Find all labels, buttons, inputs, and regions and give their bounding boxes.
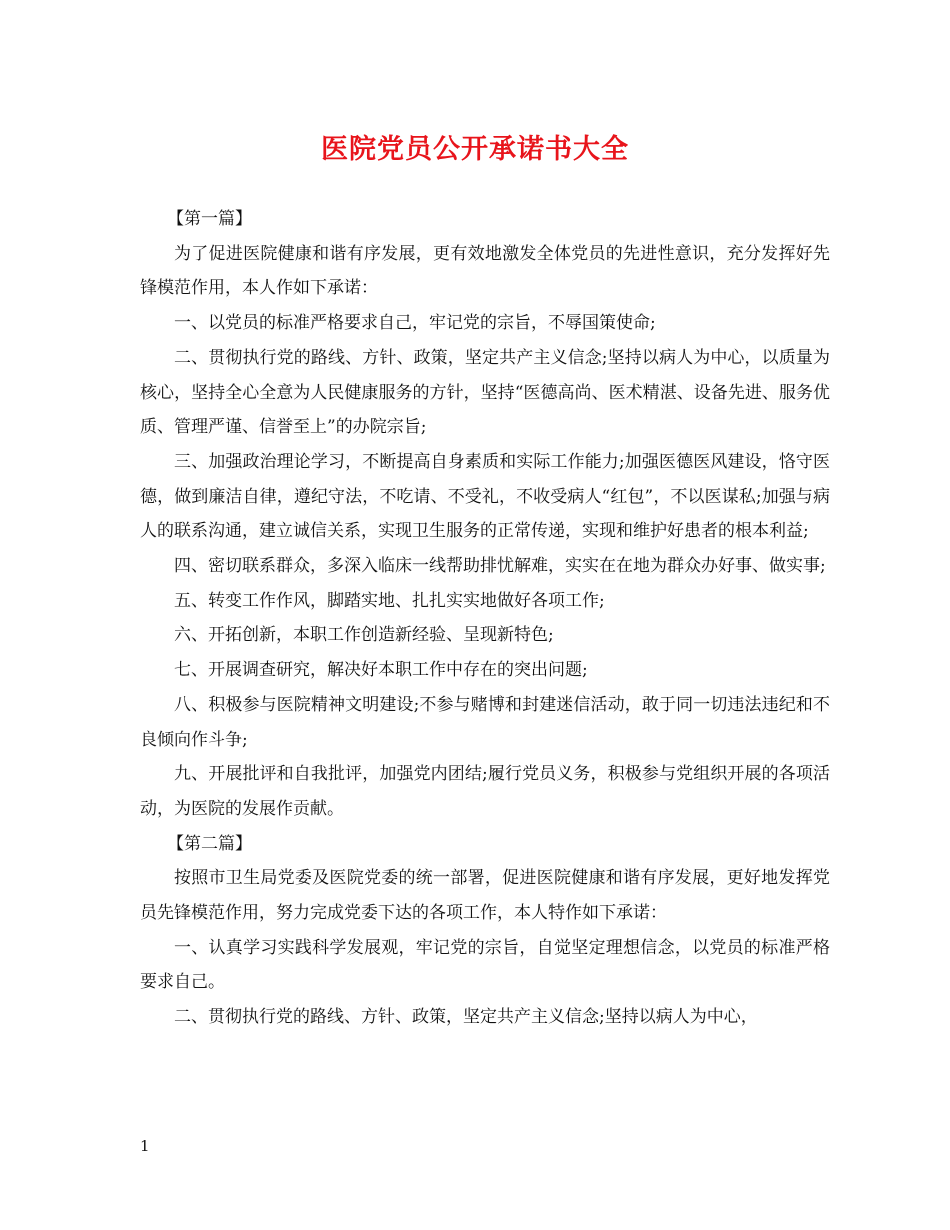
section-heading: 【第二篇】 (167, 833, 252, 854)
paragraph: 六、开拓创新，本职工作创造新经验、呈现新特色; (174, 625, 554, 646)
paragraph: 按照市卫生局党委及医院党委的统一部署，促进医院健康和谐有序发展，更好地发挥党员先锋模范作用，努力完成党委下达的各项工作，本人特作如下承诺： (140, 868, 830, 924)
paragraph: 三、加强政治理论学习，不断提高自身素质和实际工作能力;加强医德医风建设，恪守医德，做到廉洁自律，遵纪守法，不吃请、不受礼，不收受病人“红包”，不以医谋私;加强与病人的联系沟通，建立诚信关系，实现卫生服务的正常传递，实现和维护好患者的根本利益; (140, 451, 830, 542)
paragraph: 二、贯彻执行党的路线、方针、政策，坚定共产主义信念;坚持以病人为中心，以质量为核心，坚持全心全意为人民健康服务的方针，坚持“医德高尚、医术精湛、设备先进、服务优质、管理严谨、信誉至上”的办院宗旨; (140, 347, 830, 438)
paragraph: 九、开展批评和自我批评，加强党内团结;履行党员义务，积极参与党组织开展的各项活动，为医院的发展作贡献。 (140, 764, 830, 819)
section-heading: 【第一篇】 (167, 209, 252, 229)
document-title: 医院党员公开承诺书大全 (321, 134, 629, 165)
paragraph: 一、认真学习实践科学发展观，牢记党的宗旨，自觉坚定理想信念，以党员的标准严格要求自己。 (140, 937, 830, 993)
paragraph: 七、开展调查研究，解决好本职工作中存在的突出问题; (174, 660, 588, 681)
paragraph: 五、转变工作作风，脚踏实地、扎扎实实地做好各项工作; (174, 590, 605, 611)
paragraph: 八、积极参与医院精神文明建设;不参与赌博和封建迷信活动，敢于同一切违法违纪和不良倾向作斗争; (140, 694, 830, 750)
paragraph: 一、以党员的标准严格要求自己，牢记党的宗旨，不辱国策使命; (174, 313, 656, 334)
paragraph: 为了促进医院健康和谐有序发展，更有效地激发全体党员的先进性意识，充分发挥好先锋模范作用，本人作如下承诺： (140, 243, 830, 299)
page-number: 1 (140, 1137, 150, 1155)
document-body (140, 202, 830, 1035)
paragraph: 二、贯彻执行党的路线、方针、政策，坚定共产主义信念;坚持以病人为中心， (174, 1007, 758, 1028)
paragraph: 四、密切联系群众，多深入临床一线帮助排忧解难，实实在在地为群众办好事、做实事; (174, 556, 826, 577)
